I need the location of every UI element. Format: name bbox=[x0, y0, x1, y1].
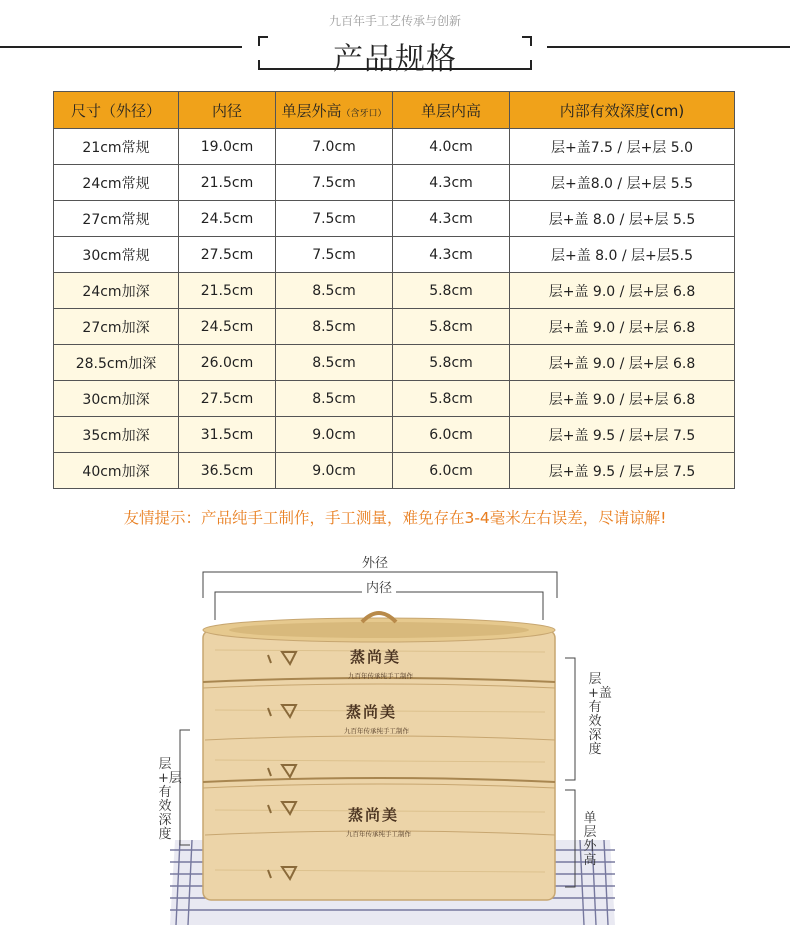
single-height-label: 单层外高 bbox=[583, 811, 597, 868]
table-cell-depth: 层+盖 8.0 / 层+层5.5 bbox=[510, 237, 735, 273]
table-row bbox=[54, 129, 735, 165]
layer-depth-label: 层+层有效深度 bbox=[158, 757, 182, 842]
table-cell-inner-diameter: 27.5cm bbox=[179, 381, 276, 417]
table-cell-inner-height: 6.0cm bbox=[393, 417, 510, 453]
spec-table bbox=[53, 91, 735, 489]
col-header-depth: 内部有效深度(cm) bbox=[510, 92, 735, 129]
table-cell-size: 27cm常规 bbox=[54, 201, 179, 237]
table-cell-inner-height: 5.8cm bbox=[393, 381, 510, 417]
brand-mark-middle: 蒸尚美 bbox=[346, 703, 398, 721]
table-cell-size: 35cm加深 bbox=[54, 417, 179, 453]
table-cell-size: 30cm加深 bbox=[54, 381, 179, 417]
spec-table-header bbox=[54, 92, 735, 129]
table-cell-depth: 层+盖 9.5 / 层+层 7.5 bbox=[510, 417, 735, 453]
tip-text: 友情提示：产品纯手工制作，手工测量，难免存在3-4毫米左右误差，尽请谅解! bbox=[123, 509, 667, 527]
table-cell-inner-height: 5.8cm bbox=[393, 309, 510, 345]
table-cell-depth: 层+盖 9.0 / 层+层 6.8 bbox=[510, 381, 735, 417]
table-cell-size: 27cm加深 bbox=[54, 309, 179, 345]
table-cell-depth: 层+盖 8.0 / 层+层 5.5 bbox=[510, 201, 735, 237]
brand-sub-top: 九百年传承纯手工制作 bbox=[348, 672, 413, 680]
table-cell-outer-height: 8.5cm bbox=[276, 309, 393, 345]
table-cell-outer-height: 8.5cm bbox=[276, 381, 393, 417]
col-header-outer-height: 单层外高（含牙口） bbox=[276, 92, 393, 129]
table-row bbox=[54, 165, 735, 201]
table-cell-size: 24cm加深 bbox=[54, 273, 179, 309]
table-row bbox=[54, 309, 735, 345]
table-cell-inner-diameter: 19.0cm bbox=[179, 129, 276, 165]
col-header-inner-height: 单层内高 bbox=[393, 92, 510, 129]
table-cell-outer-height: 8.5cm bbox=[276, 273, 393, 309]
table-cell-inner-diameter: 21.5cm bbox=[179, 165, 276, 201]
table-cell-inner-height: 5.8cm bbox=[393, 273, 510, 309]
table-cell-outer-height: 7.5cm bbox=[276, 201, 393, 237]
table-cell-inner-diameter: 26.0cm bbox=[179, 345, 276, 381]
table-cell-size: 40cm加深 bbox=[54, 453, 179, 489]
table-cell-size: 24cm常规 bbox=[54, 165, 179, 201]
title-frame bbox=[258, 36, 532, 77]
table-row bbox=[54, 237, 735, 273]
brand-sub-bottom: 九百年传承纯手工制作 bbox=[346, 830, 411, 838]
title-divider-right bbox=[547, 46, 790, 48]
brand-mark-bottom: 蒸尚美 bbox=[348, 806, 400, 824]
layer-depth-bracket bbox=[180, 730, 190, 845]
table-cell-inner-height: 4.3cm bbox=[393, 165, 510, 201]
table-cell-inner-diameter: 21.5cm bbox=[179, 273, 276, 309]
table-cell-depth: 层+盖 9.0 / 层+层 6.8 bbox=[510, 273, 735, 309]
table-cell-depth: 层+盖 9.0 / 层+层 6.8 bbox=[510, 345, 735, 381]
brand-sub-middle: 九百年传承纯手工制作 bbox=[344, 727, 409, 735]
table-cell-outer-height: 7.0cm bbox=[276, 129, 393, 165]
table-row bbox=[54, 345, 735, 381]
table-cell-inner-height: 5.8cm bbox=[393, 345, 510, 381]
table-cell-depth: 层+盖 9.5 / 层+层 7.5 bbox=[510, 453, 735, 489]
lid-depth-label: 层+盖有效深度 bbox=[588, 672, 612, 757]
col-header-size: 尺寸（外径） bbox=[54, 92, 179, 129]
table-row bbox=[54, 381, 735, 417]
table-cell-outer-height: 7.5cm bbox=[276, 165, 393, 201]
table-cell-inner-height: 4.3cm bbox=[393, 237, 510, 273]
title-section bbox=[0, 28, 790, 78]
table-cell-inner-diameter: 24.5cm bbox=[179, 309, 276, 345]
table-cell-size: 21cm常规 bbox=[54, 129, 179, 165]
table-cell-inner-diameter: 31.5cm bbox=[179, 417, 276, 453]
table-cell-outer-height: 9.0cm bbox=[276, 453, 393, 489]
table-cell-inner-height: 6.0cm bbox=[393, 453, 510, 489]
table-cell-outer-height: 8.5cm bbox=[276, 345, 393, 381]
table-cell-size: 28.5cm加深 bbox=[54, 345, 179, 381]
col-header-note: （含牙口） bbox=[341, 108, 387, 119]
table-cell-inner-height: 4.3cm bbox=[393, 201, 510, 237]
inner-diameter-bracket bbox=[215, 592, 543, 620]
col-header-inner-diameter: 内径 bbox=[179, 92, 276, 129]
title-divider-left bbox=[0, 46, 242, 48]
tagline: 九百年手工艺传承与创新 bbox=[328, 14, 461, 28]
table-row bbox=[54, 417, 735, 453]
inner-diameter-label: 内径 bbox=[362, 577, 396, 596]
page-title: 产品规格 bbox=[333, 42, 457, 77]
lid-depth-bracket bbox=[565, 658, 575, 780]
table-cell-inner-diameter: 36.5cm bbox=[179, 453, 276, 489]
table-cell-depth: 层+盖 9.0 / 层+层 6.8 bbox=[510, 309, 735, 345]
brand-mark-top: 蒸尚美 bbox=[350, 648, 402, 666]
table-cell-inner-height: 4.0cm bbox=[393, 129, 510, 165]
steamer-illustration bbox=[0, 540, 790, 942]
table-row bbox=[54, 453, 735, 489]
steamer-diagram bbox=[0, 540, 790, 942]
table-cell-inner-diameter: 24.5cm bbox=[179, 201, 276, 237]
table-cell-outer-height: 9.0cm bbox=[276, 417, 393, 453]
table-cell-size: 30cm常规 bbox=[54, 237, 179, 273]
table-cell-depth: 层+盖7.5 / 层+层 5.0 bbox=[510, 129, 735, 165]
table-row bbox=[54, 273, 735, 309]
table-cell-depth: 层+盖8.0 / 层+层 5.5 bbox=[510, 165, 735, 201]
table-cell-inner-diameter: 27.5cm bbox=[179, 237, 276, 273]
table-cell-outer-height: 7.5cm bbox=[276, 237, 393, 273]
outer-diameter-label: 外径 bbox=[362, 556, 389, 571]
table-row bbox=[54, 201, 735, 237]
